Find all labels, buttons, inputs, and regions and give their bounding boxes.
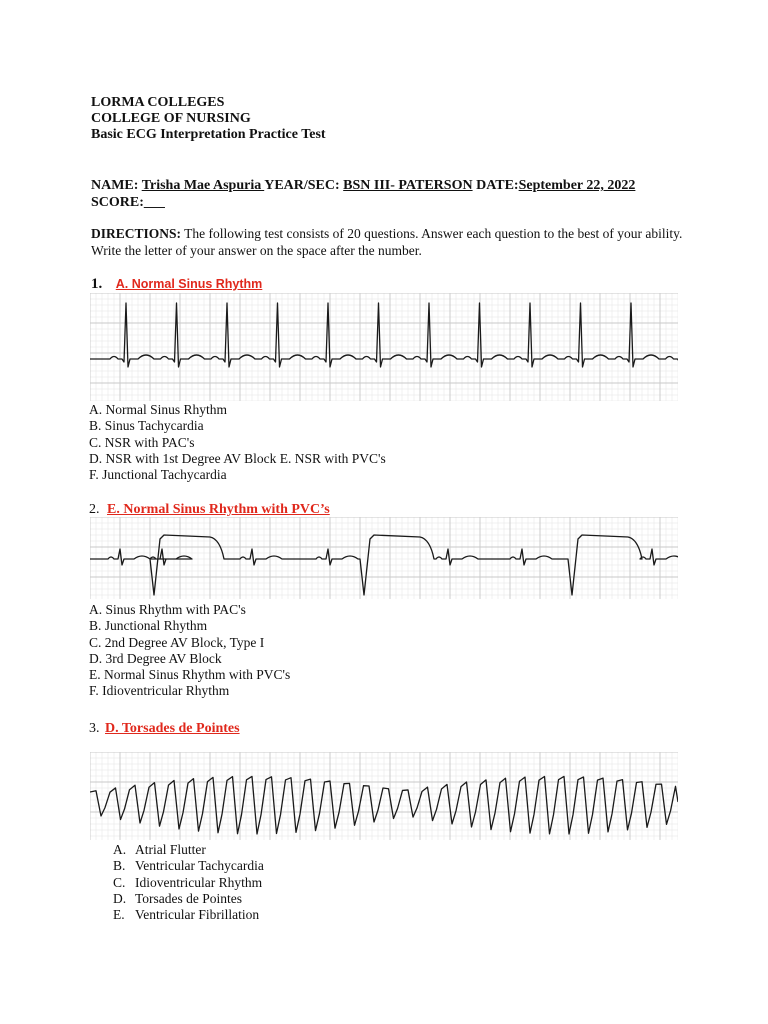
option: E. Normal Sinus Rhythm with PVC's: [89, 667, 291, 683]
option: B. Junctional Rhythm: [89, 618, 208, 634]
question-1-heading: [91, 275, 262, 294]
name-label: NAME:: [91, 178, 139, 193]
directions-text: The following test consists of 20 questions. Answer each question to the best of your ability. Write the letter of your answer on the space after the number.: [91, 226, 683, 258]
ecg-strip-1: [90, 293, 678, 401]
question-2-options: [89, 602, 290, 700]
question-1-options: [89, 402, 386, 483]
score-blank: ___: [143, 195, 165, 210]
question-3-number: 3.: [89, 721, 100, 736]
option: A. Normal Sinus Rhythm: [89, 402, 228, 417]
option: F. Junctional Tachycardia: [89, 467, 227, 483]
year-label: YEAR/SEC:: [264, 178, 340, 193]
name-value: Trisha Mae Aspuria: [141, 178, 265, 193]
question-1-number: 1.: [91, 276, 103, 292]
option: D. Torsades de Pointes: [113, 890, 243, 906]
ecg-strip-2: [90, 517, 678, 599]
option: F. Idioventricular Rhythm: [89, 683, 230, 699]
date-value: September 22, 2022: [518, 178, 636, 193]
option: C. 2nd Degree AV Block, Type I: [89, 634, 265, 650]
score-label: SCORE:: [91, 195, 144, 210]
date-label: DATE:: [476, 178, 519, 193]
student-info-line: [91, 177, 635, 194]
college-name: COLLEGE OF NURSING: [91, 111, 251, 126]
option: C. NSR with PAC's: [89, 434, 195, 450]
question-3-heading: [89, 720, 240, 738]
test-title: Basic ECG Interpretation Practice Test: [91, 127, 326, 142]
ecg-strip-3: [90, 752, 678, 840]
question-1-answer: A. Normal Sinus Rhythm: [115, 277, 263, 291]
score-line: [91, 194, 165, 211]
option: D. 3rd Degree AV Block: [89, 650, 222, 666]
option: C. Idioventricular Rhythm: [113, 874, 263, 890]
directions-label: DIRECTIONS:: [91, 226, 182, 241]
option: A. Atrial Flutter: [113, 842, 206, 857]
question-2-number: 2.: [89, 502, 100, 517]
option: B. Ventricular Tachycardia: [113, 858, 264, 874]
question-2-answer: E. Normal Sinus Rhythm with PVC’s: [107, 502, 330, 517]
option: E. Ventricular Fibrillation: [113, 907, 260, 923]
option: B. Sinus Tachycardia: [89, 418, 204, 434]
question-3-answer: D. Torsades de Pointes: [105, 721, 240, 736]
option: A. Sinus Rhythm with PAC's: [89, 602, 246, 617]
question-3-options: [113, 842, 264, 923]
option: D. NSR with 1st Degree AV Block E. NSR with PVC's: [89, 450, 386, 466]
directions: [91, 225, 691, 259]
year-value: BSN III- PATERSON: [343, 178, 473, 193]
school-name: LORMA COLLEGES: [91, 95, 225, 110]
